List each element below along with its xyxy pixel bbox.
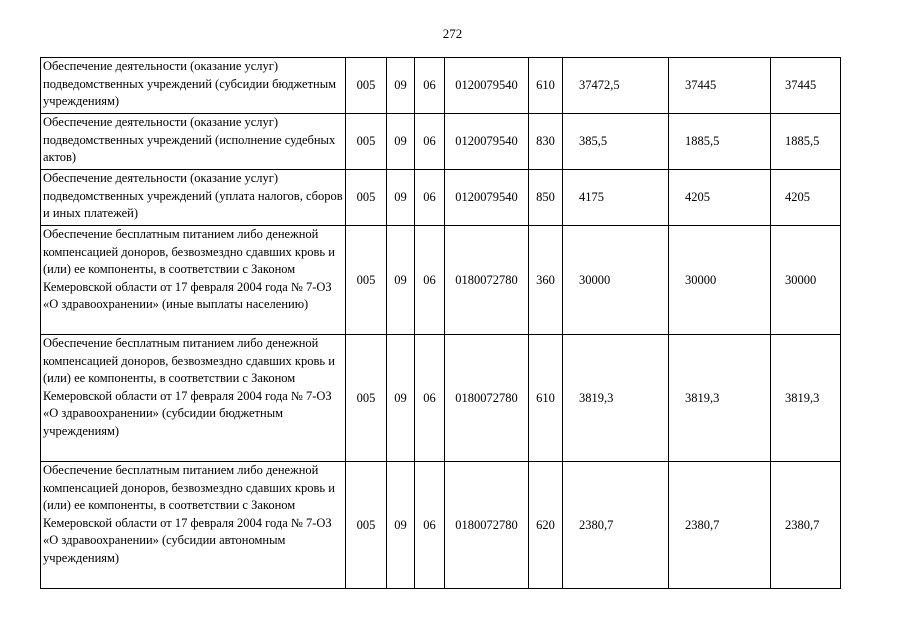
table-row <box>41 462 841 589</box>
amount-year-2: 2380,7 <box>669 462 771 589</box>
target-article-code: 0120079540 <box>445 58 529 114</box>
target-article-code: 0120079540 <box>445 114 529 170</box>
expense-type-code: 610 <box>529 335 563 462</box>
amount-year-1: 37472,5 <box>563 58 669 114</box>
ministry-code: 005 <box>346 114 387 170</box>
amount-year-3: 1885,5 <box>771 114 841 170</box>
expense-type-code: 610 <box>529 58 563 114</box>
subsection-code: 06 <box>415 226 445 335</box>
ministry-code: 005 <box>346 462 387 589</box>
expense-type-code: 850 <box>529 170 563 226</box>
target-article-code: 0180072780 <box>445 462 529 589</box>
subsection-code: 06 <box>415 114 445 170</box>
amount-year-1: 30000 <box>563 226 669 335</box>
row-description: Обеспечение бесплатным питанием либо денежной компенсацией доноров, безвозмездно сдавших кровь и (или) ее компоненты, в соответствии с Законом Кемеровской области от 17 февраля 2004 года № 7-ОЗ «О здравоохранении» (субсидии автономным учреждениям) <box>41 462 346 589</box>
row-description: Обеспечение деятельности (оказание услуг) подведомственных учреждений (субсидии бюджетным учреждениям) <box>41 58 346 114</box>
expense-type-code: 620 <box>529 462 563 589</box>
section-code: 09 <box>387 170 415 226</box>
budget-table <box>40 57 841 589</box>
section-code: 09 <box>387 335 415 462</box>
amount-year-1: 3819,3 <box>563 335 669 462</box>
section-code: 09 <box>387 462 415 589</box>
amount-year-2: 30000 <box>669 226 771 335</box>
section-code: 09 <box>387 226 415 335</box>
amount-year-3: 2380,7 <box>771 462 841 589</box>
page-number: 272 <box>442 26 463 41</box>
table-row <box>41 335 841 462</box>
table-row <box>41 114 841 170</box>
section-code: 09 <box>387 114 415 170</box>
ministry-code: 005 <box>346 335 387 462</box>
table-row <box>41 226 841 335</box>
subsection-code: 06 <box>415 58 445 114</box>
expense-type-code: 360 <box>529 226 563 335</box>
ministry-code: 005 <box>346 226 387 335</box>
table-row <box>41 58 841 114</box>
row-description: Обеспечение деятельности (оказание услуг) подведомственных учреждений (исполнение судебных актов) <box>41 114 346 170</box>
expense-type-code: 830 <box>529 114 563 170</box>
amount-year-1: 2380,7 <box>563 462 669 589</box>
amount-year-3: 3819,3 <box>771 335 841 462</box>
subsection-code: 06 <box>415 335 445 462</box>
target-article-code: 0180072780 <box>445 335 529 462</box>
amount-year-3: 30000 <box>771 226 841 335</box>
ministry-code: 005 <box>346 58 387 114</box>
amount-year-3: 37445 <box>771 58 841 114</box>
amount-year-2: 1885,5 <box>669 114 771 170</box>
table-row <box>41 170 841 226</box>
row-description: Обеспечение бесплатным питанием либо денежной компенсацией доноров, безвозмездно сдавших кровь и (или) ее компоненты, в соответствии с Законом Кемеровской области от 17 февраля 2004 года № 7-ОЗ «О здравоохранении» (субсидии бюджетным учреждениям) <box>41 335 346 462</box>
amount-year-2: 37445 <box>669 58 771 114</box>
amount-year-2: 3819,3 <box>669 335 771 462</box>
amount-year-2: 4205 <box>669 170 771 226</box>
amount-year-1: 4175 <box>563 170 669 226</box>
amount-year-1: 385,5 <box>563 114 669 170</box>
row-description: Обеспечение бесплатным питанием либо денежной компенсацией доноров, безвозмездно сдавших кровь и (или) ее компоненты, в соответствии с Законом Кемеровской области от 17 февраля 2004 года № 7-ОЗ «О здравоохранении» (иные выплаты населению) <box>41 226 346 335</box>
subsection-code: 06 <box>415 170 445 226</box>
target-article-code: 0120079540 <box>445 170 529 226</box>
subsection-code: 06 <box>415 462 445 589</box>
ministry-code: 005 <box>346 170 387 226</box>
target-article-code: 0180072780 <box>445 226 529 335</box>
row-description: Обеспечение деятельности (оказание услуг) подведомственных учреждений (уплата налогов, сборов и иных платежей) <box>41 170 346 226</box>
section-code: 09 <box>387 58 415 114</box>
amount-year-3: 4205 <box>771 170 841 226</box>
